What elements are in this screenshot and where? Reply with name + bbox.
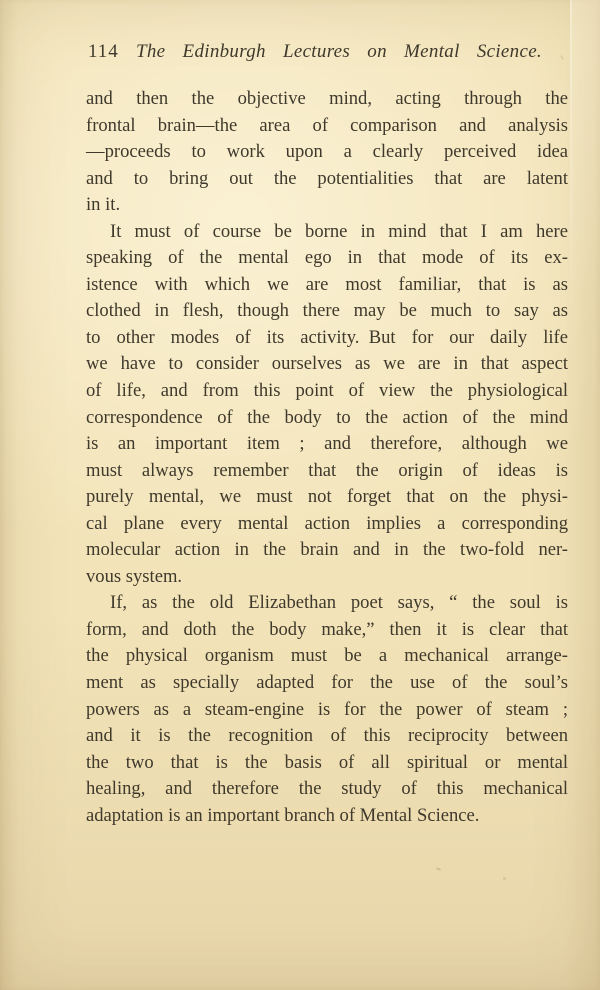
text-line: healing, and therefore the study of this mechanical (86, 778, 568, 800)
text-line: vous system. (86, 565, 183, 587)
paper-speck (503, 877, 506, 880)
text-line: we have to consider ourselves as we are in that aspect (86, 353, 568, 375)
text-line: molecular action in the brain and in the two-fold ner- (86, 539, 568, 561)
text-line: —proceeds to work upon a clearly perceived idea (86, 141, 568, 163)
page-body (86, 86, 568, 829)
text-line: correspondence of the body to the action of the mind (86, 406, 568, 428)
text-line: to other modes of its activity. But for our daily life (86, 326, 568, 348)
page-crease (570, 0, 572, 320)
text-line: must always remember that the origin of ideas is (86, 459, 568, 481)
text-line: istence with which we are most familiar, that is as (86, 273, 568, 295)
text-line: and it is the recognition of this reciprocity between (86, 725, 568, 747)
text-line: powers as a steam-engine is for the power of steam ; (86, 698, 568, 720)
text-line: It must of course be borne in mind that I am here (110, 220, 568, 242)
text-line: cal plane every mental action implies a corresponding (86, 512, 568, 534)
text-line: ment as specially adapted for the use of the soul’s (86, 672, 568, 694)
paper-speck (560, 55, 564, 60)
text-line: clothed in flesh, though there may be much to say as (86, 300, 568, 322)
text-line: is an important item ; and therefore, although we (86, 433, 568, 455)
running-title: The Edinburgh Lectures on Mental Science. (135, 41, 542, 62)
page-number: 114 (88, 41, 119, 62)
text-line: form, and doth the body make,” then it is clear that (86, 618, 568, 640)
text-line: speaking of the mental ego in that mode of its ex- (86, 247, 568, 269)
text-line: adaptation is an important branch of Mental Science. (86, 804, 480, 826)
page-edge-highlight (572, 0, 600, 300)
text-line: frontal brain—the area of comparison and analysis (86, 114, 568, 136)
text-line: in it. (86, 194, 121, 216)
text-line: If, as the old Elizabethan poet says, “ the soul is (110, 592, 568, 614)
running-header (88, 40, 542, 64)
text-line: and then the objective mind, acting through the (86, 88, 568, 109)
text-line: purely mental, we must not forget that on the physi- (86, 486, 568, 508)
text-line: the physical organism must be a mechanical arrange- (86, 645, 568, 667)
text-line: the two that is the basis of all spiritual or mental (86, 751, 568, 773)
text-line: and to bring out the potentialities that are latent (86, 167, 568, 189)
text-line: of life, and from this point of view the physiological (86, 380, 568, 402)
paper-speck (436, 867, 441, 870)
